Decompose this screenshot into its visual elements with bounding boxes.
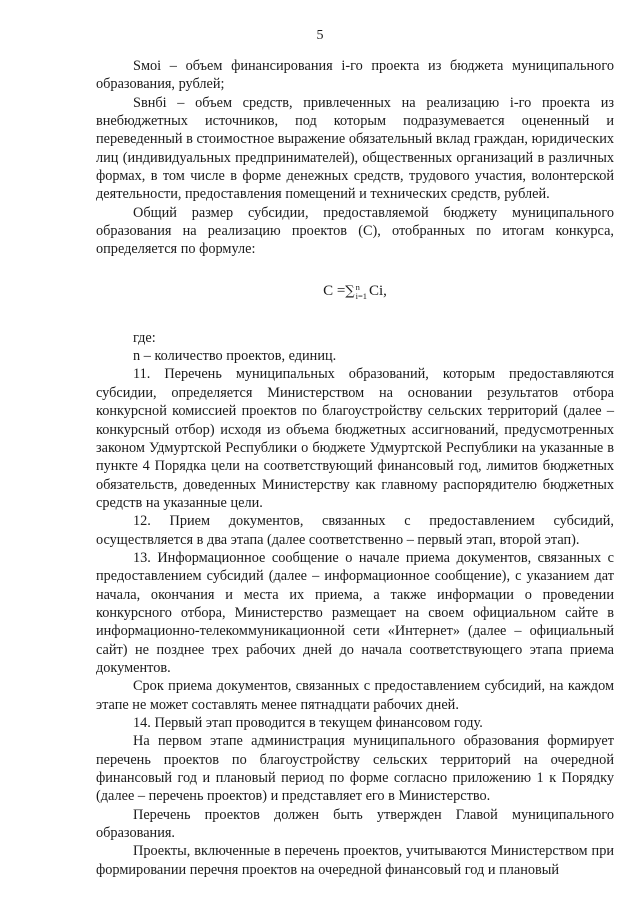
- sum-lower-limit: i=1: [355, 290, 367, 301]
- formula-lhs: C =: [323, 283, 346, 300]
- paragraph-n-definition: n – количество проектов, единиц.: [133, 348, 337, 365]
- paragraph-item-14: 14. Первый этап проводится в текущем финансовом году.: [133, 715, 483, 731]
- paragraph-item-12: 12. Прием документов, связанных с предоставлением субсидий, осуществляется в два этапа (далее соответственно – первый этап, второй этап).: [96, 513, 614, 548]
- paragraph-smoi-definition: Sмoi – объем финансирования i-го проекта из бюджета муниципального образования, рублей;: [96, 58, 614, 93]
- subsidy-formula: [96, 261, 614, 323]
- sum-upper-limit: n: [355, 281, 360, 292]
- page-number: 5: [316, 28, 324, 43]
- document-body: [96, 57, 614, 879]
- paragraph-projects-included: Проекты, включенные в перечень проектов, учитываются Министерством при формировании перечня проектов на очередной финансовый год и плановый: [96, 843, 614, 878]
- paragraph-subsidy-total: Общий размер субсидии, предоставляемой бюджету муниципального образования на реализацию проектов (С), отобранных по итогам конкурса, определяется по формуле:: [96, 204, 614, 258]
- paragraph-deadline: Срок приема документов, связанных с предоставлением субсидий, на каждом этапе не может составлять менее пятнадцати рабочих дней.: [96, 678, 614, 713]
- paragraph-svnbi-definition: Sвнбi – объем средств, привлеченных на реализацию i-го проекта из внебюджетных источников, под которым подразумевается оцененный и переведенный в стоимостное выражение обязательный вклад граждан, юридических лиц (индивидуальных предпринимателей), общественных организаций в различных формах, в том числе в форме денежных средств, трудового участия, волонтерской деятельности, предоставления помещений и технических средств, рублей.: [96, 94, 614, 203]
- paragraph-approval: Перечень проектов должен быть утвержден Главой муниципального образования.: [96, 806, 614, 842]
- formula-rhs: Ci,: [368, 283, 387, 300]
- sum-limits: [356, 283, 367, 301]
- paragraph-where: где:: [133, 329, 156, 346]
- sum-symbol: ∑: [345, 284, 355, 300]
- paragraph-first-stage: На первом этапе администрация муниципального образования формирует перечень проектов по благоустройству сельских территорий на очередной финансовый год и плановый период по форме согласно приложению 1 к Порядку (далее – перечень проектов) и представляет его в Министерство.: [96, 733, 614, 805]
- paragraph-item-13: 13. Информационное сообщение о начале приема документов, связанных с предоставлением субсидий (далее – информационное сообщение), с указанием дат начала, окончания и места их приема, а также информации о проведении конкурсного отбора, Министерство размещает на своем официальном сайте в информационно-телекоммуникационной сети «Интернет» (далее – официальный сайт) не позднее трех рабочих дней до начала соответствующего этапа приема документов.: [96, 549, 614, 676]
- paragraph-item-11: 11. Перечень муниципальных образований, которым предоставляются субсидии, определяется Министерством на основании результатов отбора конкурсной комиссией проектов по благоустройству сельских территорий (далее – конкурсный отбор) исходя из объема бюджетных ассигнований, предусмотренных законом Удмуртской Республики о бюджете Удмуртской Республики на указанные в пункте 4 Порядка цели на соответствующий финансовый год, лимитов бюджетных обязательств, доведенных Министерству как главному распорядителю бюджетных средств на указанные цели.: [96, 366, 614, 511]
